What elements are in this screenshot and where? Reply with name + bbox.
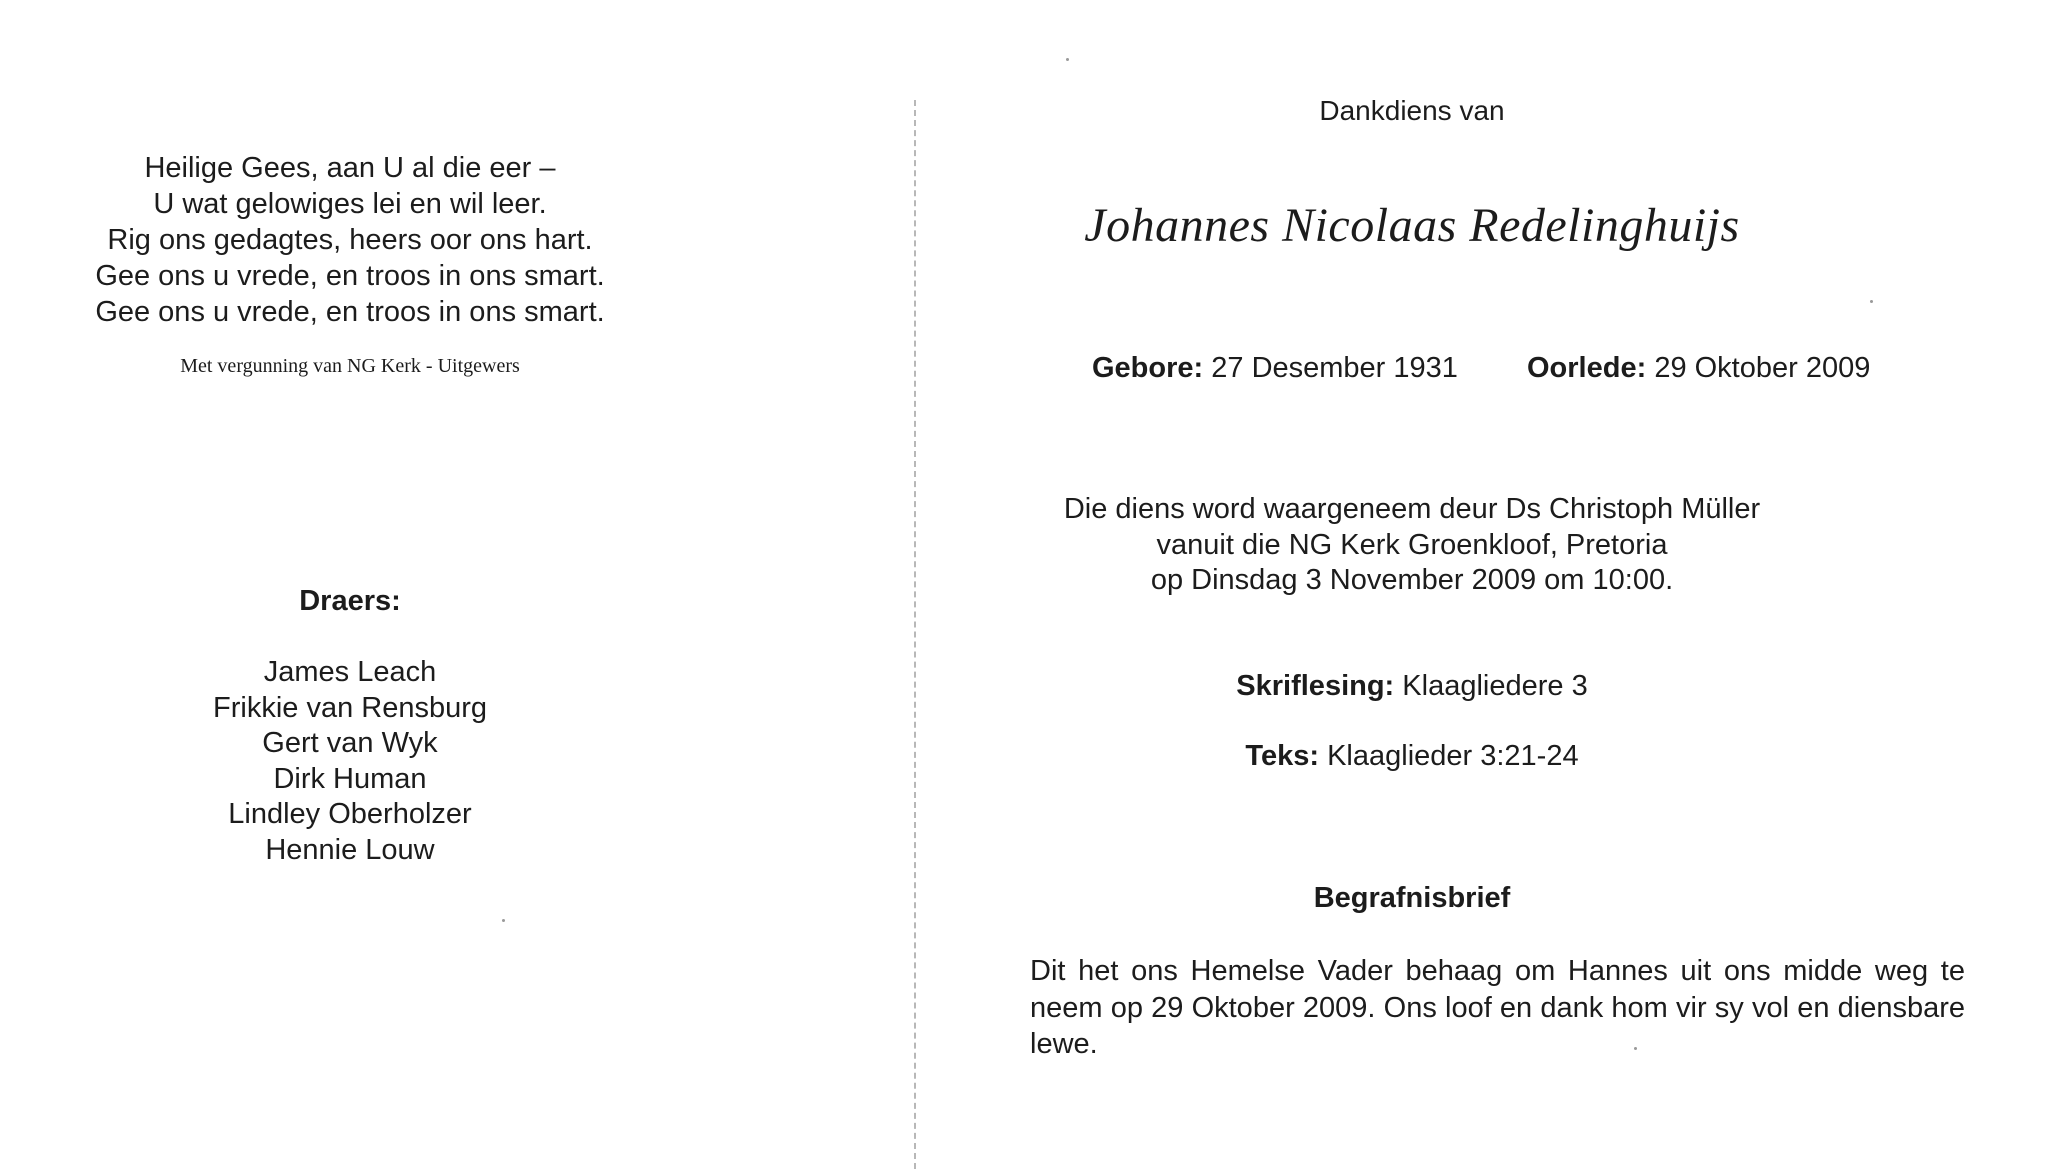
reading-value: Klaagliedere 3: [1402, 670, 1588, 702]
permission-credit: Met vergunning van NG Kerk - Uitgewers: [180, 355, 520, 377]
hymn-line: U wat gelowiges lei en wil leer.: [153, 188, 547, 220]
scan-speck: [1870, 300, 1873, 303]
scripture-reading: [1062, 670, 1762, 703]
bearer-name: Gert van Wyk: [262, 727, 438, 759]
obituary-heading: Begrafnisbrief: [1313, 882, 1511, 914]
born-label: Gebore:: [1092, 352, 1204, 384]
right-page: [922, 0, 2052, 1169]
death-date: [1527, 352, 1870, 385]
service-line: Die diens word waargeneem deur Ds Christoph Müller: [1063, 493, 1761, 525]
scan-speck: [1634, 1047, 1637, 1050]
sermon-text: [1062, 740, 1762, 773]
hymn-verse: [50, 150, 650, 330]
service-details: [1062, 492, 1762, 599]
birth-date: [1092, 352, 1458, 385]
service-line: vanuit die NG Kerk Groenkloof, Pretoria: [1156, 528, 1668, 561]
obituary-text: Dit het ons Hemelse Vader behaag om Hannes uit ons midde weg te neem op 29 Oktober 2009. Ons loof en dank hom vir sy vol en diensbare lewe.: [1030, 955, 1965, 1060]
bearers-heading: Draers:: [299, 585, 401, 617]
bearer-name: James Leach: [263, 656, 437, 688]
service-line: op Dinsdag 3 November 2009 om 10:00.: [1150, 564, 1674, 596]
bearers-list: [50, 655, 650, 868]
deceased-name: Johannes Nicolaas Redelinghuijs: [1084, 199, 1740, 252]
died-label: Oorlede:: [1527, 352, 1647, 384]
scan-speck: [502, 919, 505, 922]
fold-line: [914, 100, 916, 1169]
hymn-line: Gee ons u vrede, en troos in ons smart.: [95, 296, 605, 328]
reading-label: Skriflesing:: [1236, 670, 1395, 702]
hymn-line: Heilige Gees, aan U al die eer –: [144, 152, 556, 184]
born-value: 27 Desember 1931: [1211, 352, 1458, 384]
bearer-name: Lindley Oberholzer: [228, 798, 472, 830]
text-value: Klaaglieder 3:21-24: [1327, 740, 1579, 772]
died-value: 29 Oktober 2009: [1654, 352, 1871, 384]
scan-speck: [1066, 58, 1069, 61]
hymn-line: Gee ons u vrede, en troos in ons smart.: [95, 260, 605, 292]
service-intro: Dankdiens van: [1319, 95, 1505, 126]
left-page: [0, 0, 912, 1169]
text-label: Teks:: [1245, 740, 1320, 772]
bearer-name: Frikkie van Rensburg: [213, 691, 487, 724]
bearer-name: Dirk Human: [273, 762, 427, 795]
hymn-line: Rig ons gedagtes, heers oor ons hart.: [107, 224, 593, 256]
bearer-name: Hennie Louw: [265, 833, 435, 866]
